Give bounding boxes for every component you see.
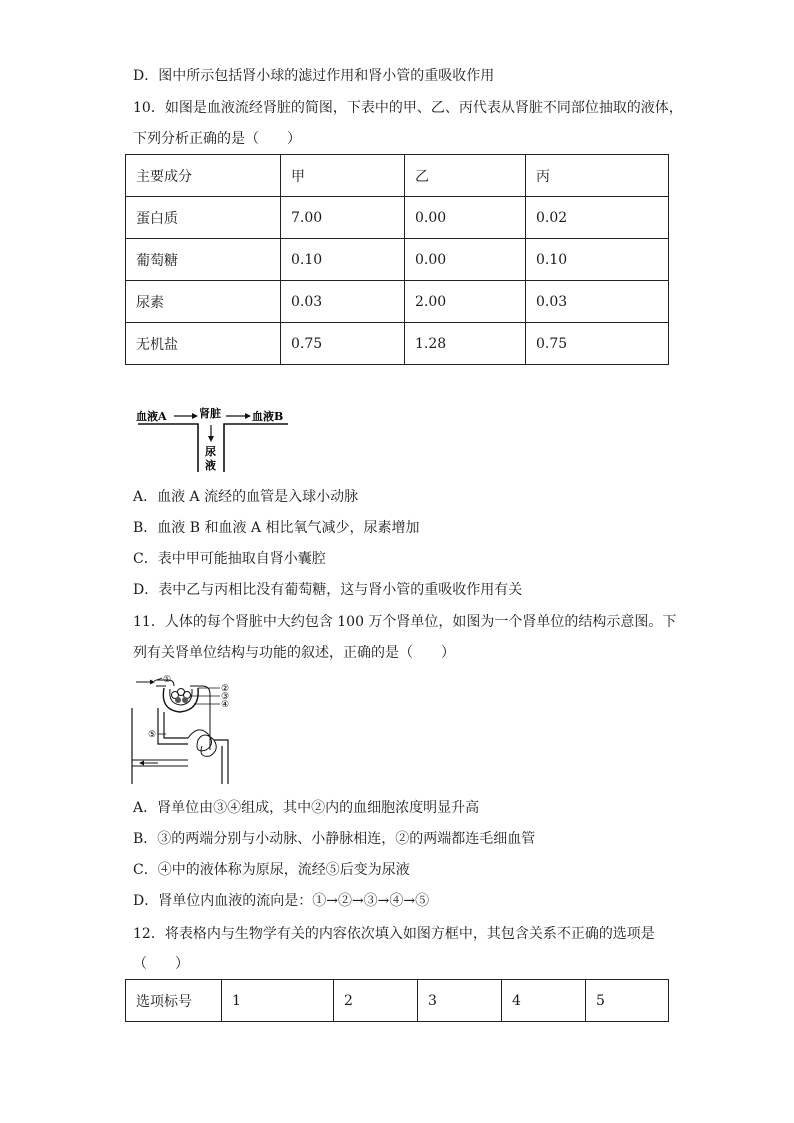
q10-stem-line-1: 10．如图是血液流经肾脏的简图，下表中的甲、乙、丙代表从肾脏不同部位抽取的液体， — [133, 100, 683, 116]
table-row — [126, 323, 669, 365]
flow-arrow-out-head — [139, 761, 144, 766]
table-cell: 2.00 — [405, 281, 526, 323]
table-header-row — [126, 155, 669, 197]
label-2: ② — [221, 684, 230, 694]
q11-option-c[interactable]: C．④中的液体称为原尿，流经⑤后变为尿液 — [133, 862, 410, 878]
urine-arrow-head — [208, 436, 214, 442]
q11-stem-line-1: 11．人体的每个肾脏中大约包含 100 万个肾单位，如图为一个肾单位的结构示意图。下 — [133, 614, 677, 630]
q10-option-b[interactable]: B．血液 B 和血液 A 相比氧气减少，尿素增加 — [133, 520, 420, 536]
q11-option-d[interactable]: D．肾单位内血液的流向是：①→②→③→④→⑤ — [133, 893, 430, 909]
header-col-2: 2 — [334, 980, 418, 1022]
arrow-head-left — [192, 413, 198, 419]
table-header-row — [126, 980, 669, 1022]
q11-stem-line-2: 列有关肾单位结构与功能的叙述，正确的是（ ） — [133, 645, 455, 661]
flow-arrow-in-head — [150, 680, 155, 685]
blood-b-label: 血液B — [252, 410, 284, 423]
table-cell: 0.10 — [526, 239, 669, 281]
q10-composition-table — [125, 154, 669, 365]
q11-option-b[interactable]: B．③的两端分别与小动脉、小静脉相连，②的两端都连毛细血管 — [133, 831, 536, 847]
table-cell: 蛋白质 — [126, 197, 281, 239]
table-cell: 1.28 — [405, 323, 526, 365]
header-component: 主要成分 — [126, 155, 281, 197]
header-col-5: 5 — [586, 980, 669, 1022]
blood-a-label: 血液A — [136, 410, 167, 423]
label-3: ③ — [221, 692, 230, 702]
header-jia: 甲 — [281, 155, 405, 197]
header-bing: 丙 — [526, 155, 669, 197]
q12-options-table — [125, 979, 669, 1022]
table-cell: 尿素 — [126, 281, 281, 323]
table-cell: 0.02 — [526, 197, 669, 239]
glomerulus-4 — [175, 697, 181, 703]
table-cell: 0.00 — [405, 197, 526, 239]
header-col-1: 1 — [222, 980, 334, 1022]
table-row — [126, 281, 669, 323]
table-cell: 7.00 — [281, 197, 405, 239]
glomerulus-5 — [182, 697, 188, 703]
table-cell: 0.75 — [526, 323, 669, 365]
table-cell: 0.03 — [281, 281, 405, 323]
q10-option-d[interactable]: D．表中乙与丙相比没有葡萄糖，这与肾小管的重吸收作用有关 — [133, 582, 523, 598]
q10-option-a[interactable]: A．血液 A 流经的血管是入球小动脉 — [133, 489, 359, 505]
table-cell: 0.10 — [281, 239, 405, 281]
table-row — [126, 239, 669, 281]
label-1: ① — [163, 675, 172, 685]
table-cell: 0.00 — [405, 239, 526, 281]
label-5: ⑤ — [148, 730, 157, 740]
table-cell: 0.75 — [281, 323, 405, 365]
kidney-flow-diagram — [136, 402, 292, 474]
table-cell: 葡萄糖 — [126, 239, 281, 281]
kidney-label: 肾脏 — [199, 407, 221, 420]
header-yi: 乙 — [405, 155, 526, 197]
nephron-diagram — [128, 674, 248, 786]
header-option-label: 选项标号 — [126, 980, 222, 1022]
q9-option-d: D．图中所示包括肾小球的滤过作用和肾小管的重吸收作用 — [133, 68, 495, 84]
urine-label-1: 尿 — [205, 445, 216, 458]
tubule-inner — [164, 712, 188, 738]
capillary-loops — [188, 730, 216, 756]
q12-stem-line-1: 12．将表格内与生物学有关的内容依次填入如图方框中，其包含关系不正确的选项是 — [133, 926, 655, 942]
header-col-3: 3 — [418, 980, 502, 1022]
header-col-4: 4 — [502, 980, 586, 1022]
q11-option-a[interactable]: A．肾单位由③④组成，其中②内的血细胞浓度明显升高 — [133, 800, 480, 816]
efferent-arteriole — [190, 686, 210, 750]
q10-stem-line-2: 下列分析正确的是（ ） — [133, 131, 301, 147]
table-row — [126, 197, 669, 239]
table-cell: 0.03 — [526, 281, 669, 323]
table-cell: 无机盐 — [126, 323, 281, 365]
arrow-head-right — [245, 413, 251, 419]
urine-label-2: 液 — [205, 459, 216, 472]
q12-stem-line-2: （ ） — [133, 956, 189, 972]
label-4: ④ — [221, 700, 230, 710]
q10-option-c[interactable]: C．表中甲可能抽取自肾小囊腔 — [133, 551, 326, 567]
